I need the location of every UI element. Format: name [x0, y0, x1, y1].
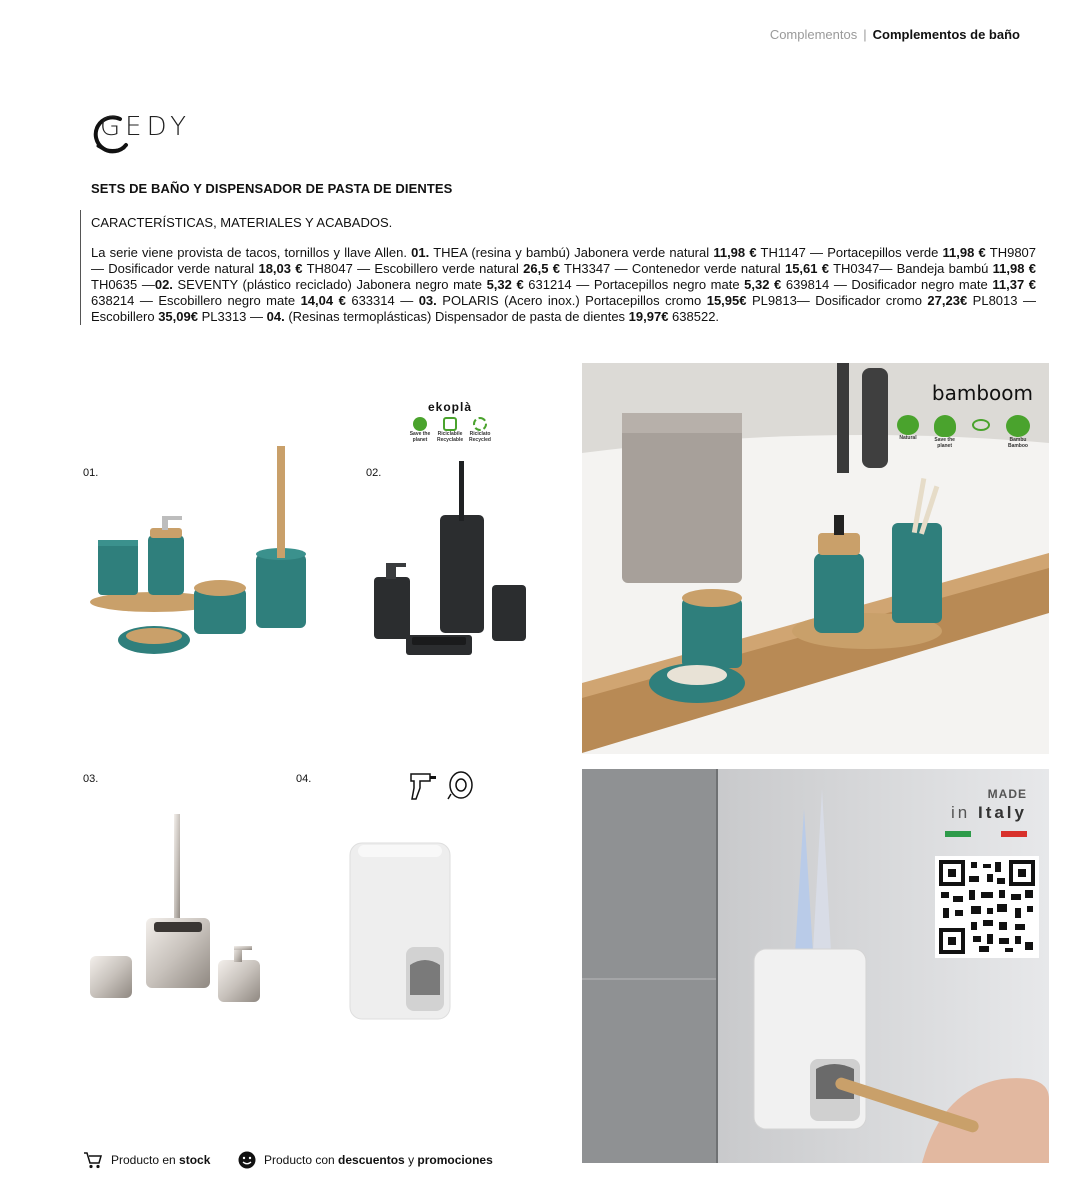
ekopla-badge-recycled-text: Riciclato Recycled — [469, 431, 491, 443]
gedy-logo-text: GEDY — [100, 112, 192, 142]
recycle-arrows-icon — [473, 417, 487, 431]
legend-promotions — [238, 1151, 493, 1169]
product-label-02: 02. — [366, 467, 382, 479]
product-label-01: 01. — [83, 467, 99, 479]
legend-promo-bold2: promociones — [417, 1153, 493, 1167]
bamboom-badge — [893, 381, 1033, 449]
description-segment: 18,03 € — [258, 261, 303, 276]
breadcrumb-current: Complementos de baño — [872, 27, 1020, 42]
description-segment: TH9807 — Dosificador verde natural — [91, 245, 1037, 276]
legend-promo-prefix: Producto con — [264, 1153, 339, 1167]
description-segment: THEA (resina y bambú) Jabonera verde natural — [429, 245, 714, 260]
product-image-polaris-set[interactable] — [84, 810, 274, 1010]
description-segment: 19,97€ — [628, 309, 669, 324]
description-segment: TH1147 — Portacepillos verde — [756, 245, 943, 260]
legend-promo-bold1: descuentos — [338, 1153, 405, 1167]
tree-icon — [934, 415, 956, 437]
description-segment: 638214 — Escobillero negro mate — [91, 293, 301, 308]
legend-promotions-text — [264, 1153, 493, 1167]
description-segment: PL3313 — — [197, 309, 267, 324]
bamboom-badge-eye — [966, 415, 996, 449]
section-title: SETS DE BAÑO Y DISPENSADOR DE PASTA DE DIENTES — [91, 181, 453, 196]
bamboom-badge-natural-text: Natural — [899, 435, 917, 441]
bamboom-badge-planet — [930, 415, 960, 449]
description-segment: 5,32 € — [486, 277, 524, 292]
bamboom-badge-planet-text: Save the planet — [934, 437, 955, 449]
ekopla-badge-planet — [407, 417, 433, 443]
ekopla-badge-recyclable — [437, 417, 463, 443]
bamboom-badge-natural — [893, 415, 923, 449]
description-segment: 15,61 € — [784, 261, 830, 276]
ekopla-badge-recyclable-text: Riciclabile Recyclable — [437, 431, 464, 443]
bamboom-logo: bamboom — [931, 381, 1033, 405]
smiley-icon — [238, 1151, 256, 1169]
drill-icon — [408, 768, 438, 802]
breadcrumb-parent[interactable]: Complementos — [769, 27, 858, 42]
gedy-logo — [90, 112, 200, 156]
ekopla-badge-planet-text: Save the planet — [409, 431, 431, 443]
description-segment: TH0635 — — [91, 277, 155, 292]
description-segment: 35,09€ — [158, 309, 198, 324]
made-in-italy-line1: MADE — [987, 787, 1027, 801]
product-image-toothpaste-dispenser[interactable] — [340, 835, 460, 1025]
description-segment: 02. — [154, 277, 173, 292]
tree-icon — [413, 417, 427, 431]
ekopla-badge — [405, 400, 495, 452]
description-segment: 04. — [266, 309, 285, 324]
ekopla-logo: ekoplà — [427, 400, 472, 414]
description-segment: La serie viene provista de tacos, tornillos y llave Allen. — [91, 245, 412, 260]
description-segment: PL9813— Dosificador cromo — [746, 293, 928, 308]
italy-green-bar — [945, 831, 971, 837]
description-box — [80, 210, 1036, 325]
description-segment: 15,95€ — [706, 293, 747, 308]
description-text — [91, 245, 1036, 325]
breadcrumb-separator: | — [863, 27, 867, 42]
description-segment: 5,32 € — [744, 277, 782, 292]
eye-icon — [972, 419, 990, 431]
photo-dispenser-in-use — [582, 769, 1049, 1163]
bamboom-badge-bamboo-text: Bambu Bamboo — [1007, 437, 1028, 449]
made-in-italy-in: in — [951, 803, 971, 822]
description-segment: 11,98 € — [942, 245, 986, 260]
description-subtitle: CARACTERÍSTICAS, MATERIALES Y ACABADOS. — [91, 215, 393, 230]
product-image-thea-set[interactable] — [84, 440, 324, 670]
description-segment: 11,98 € — [713, 245, 757, 260]
photo-thea-bathroom — [582, 363, 1049, 754]
description-segment: PL8013 — Escobillero — [91, 293, 1036, 324]
ekopla-badge-recycled — [467, 417, 493, 443]
description-segment: 631214 — Portacepillos negro mate — [523, 277, 745, 292]
description-segment: 11,37 € — [992, 277, 1036, 292]
product-image-seventy-set[interactable] — [366, 455, 536, 665]
tape-icon — [446, 768, 476, 802]
legend-stock-prefix: Producto en — [111, 1153, 180, 1167]
description-segment: TH8047 — Escobillero verde natural — [302, 261, 524, 276]
description-segment: 27,23€ — [927, 293, 968, 308]
italy-red-bar — [1001, 831, 1027, 837]
description-segment: 01. — [411, 245, 430, 260]
bamboo-icon — [1006, 415, 1030, 437]
cart-icon — [83, 1151, 103, 1169]
recyclable-box-icon — [443, 417, 457, 431]
description-segment: (Resinas termoplásticas) Dispensador de pasta de dientes — [284, 309, 629, 324]
description-segment: 633314 — — [345, 293, 419, 308]
product-label-04: 04. — [296, 773, 312, 785]
description-segment: 639814 — Dosificador negro mate — [781, 277, 993, 292]
italy-flag-bars — [945, 831, 1027, 837]
description-segment: TH0347— Bandeja bambú — [829, 261, 993, 276]
legend-promo-mid: y — [404, 1153, 418, 1167]
description-segment: POLARIS (Acero inox.) Portacepillos cromo — [436, 293, 707, 308]
legend-stock — [83, 1151, 210, 1169]
made-in-italy-italy: Italy — [977, 803, 1027, 822]
product-label-03: 03. — [83, 773, 99, 785]
bamboom-badge-bamboo — [1003, 415, 1033, 449]
description-segment: 03. — [418, 293, 437, 308]
made-in-italy-badge — [945, 787, 1027, 837]
leaf-icon — [897, 415, 919, 435]
description-segment: 14,04 € — [300, 293, 346, 308]
description-segment: SEVENTY (plástico reciclado) Jabonera negro mate — [172, 277, 487, 292]
legend-stock-bold: stock — [179, 1153, 211, 1167]
qr-code[interactable] — [935, 856, 1039, 958]
description-segment: TH3347 — Contenedor verde natural — [559, 261, 785, 276]
description-segment: 11,98 € — [992, 261, 1037, 276]
description-segment: 26,5 € — [523, 261, 560, 276]
description-segment: 638522. — [668, 309, 720, 324]
legend-stock-text — [111, 1153, 210, 1167]
breadcrumb — [770, 27, 1020, 42]
